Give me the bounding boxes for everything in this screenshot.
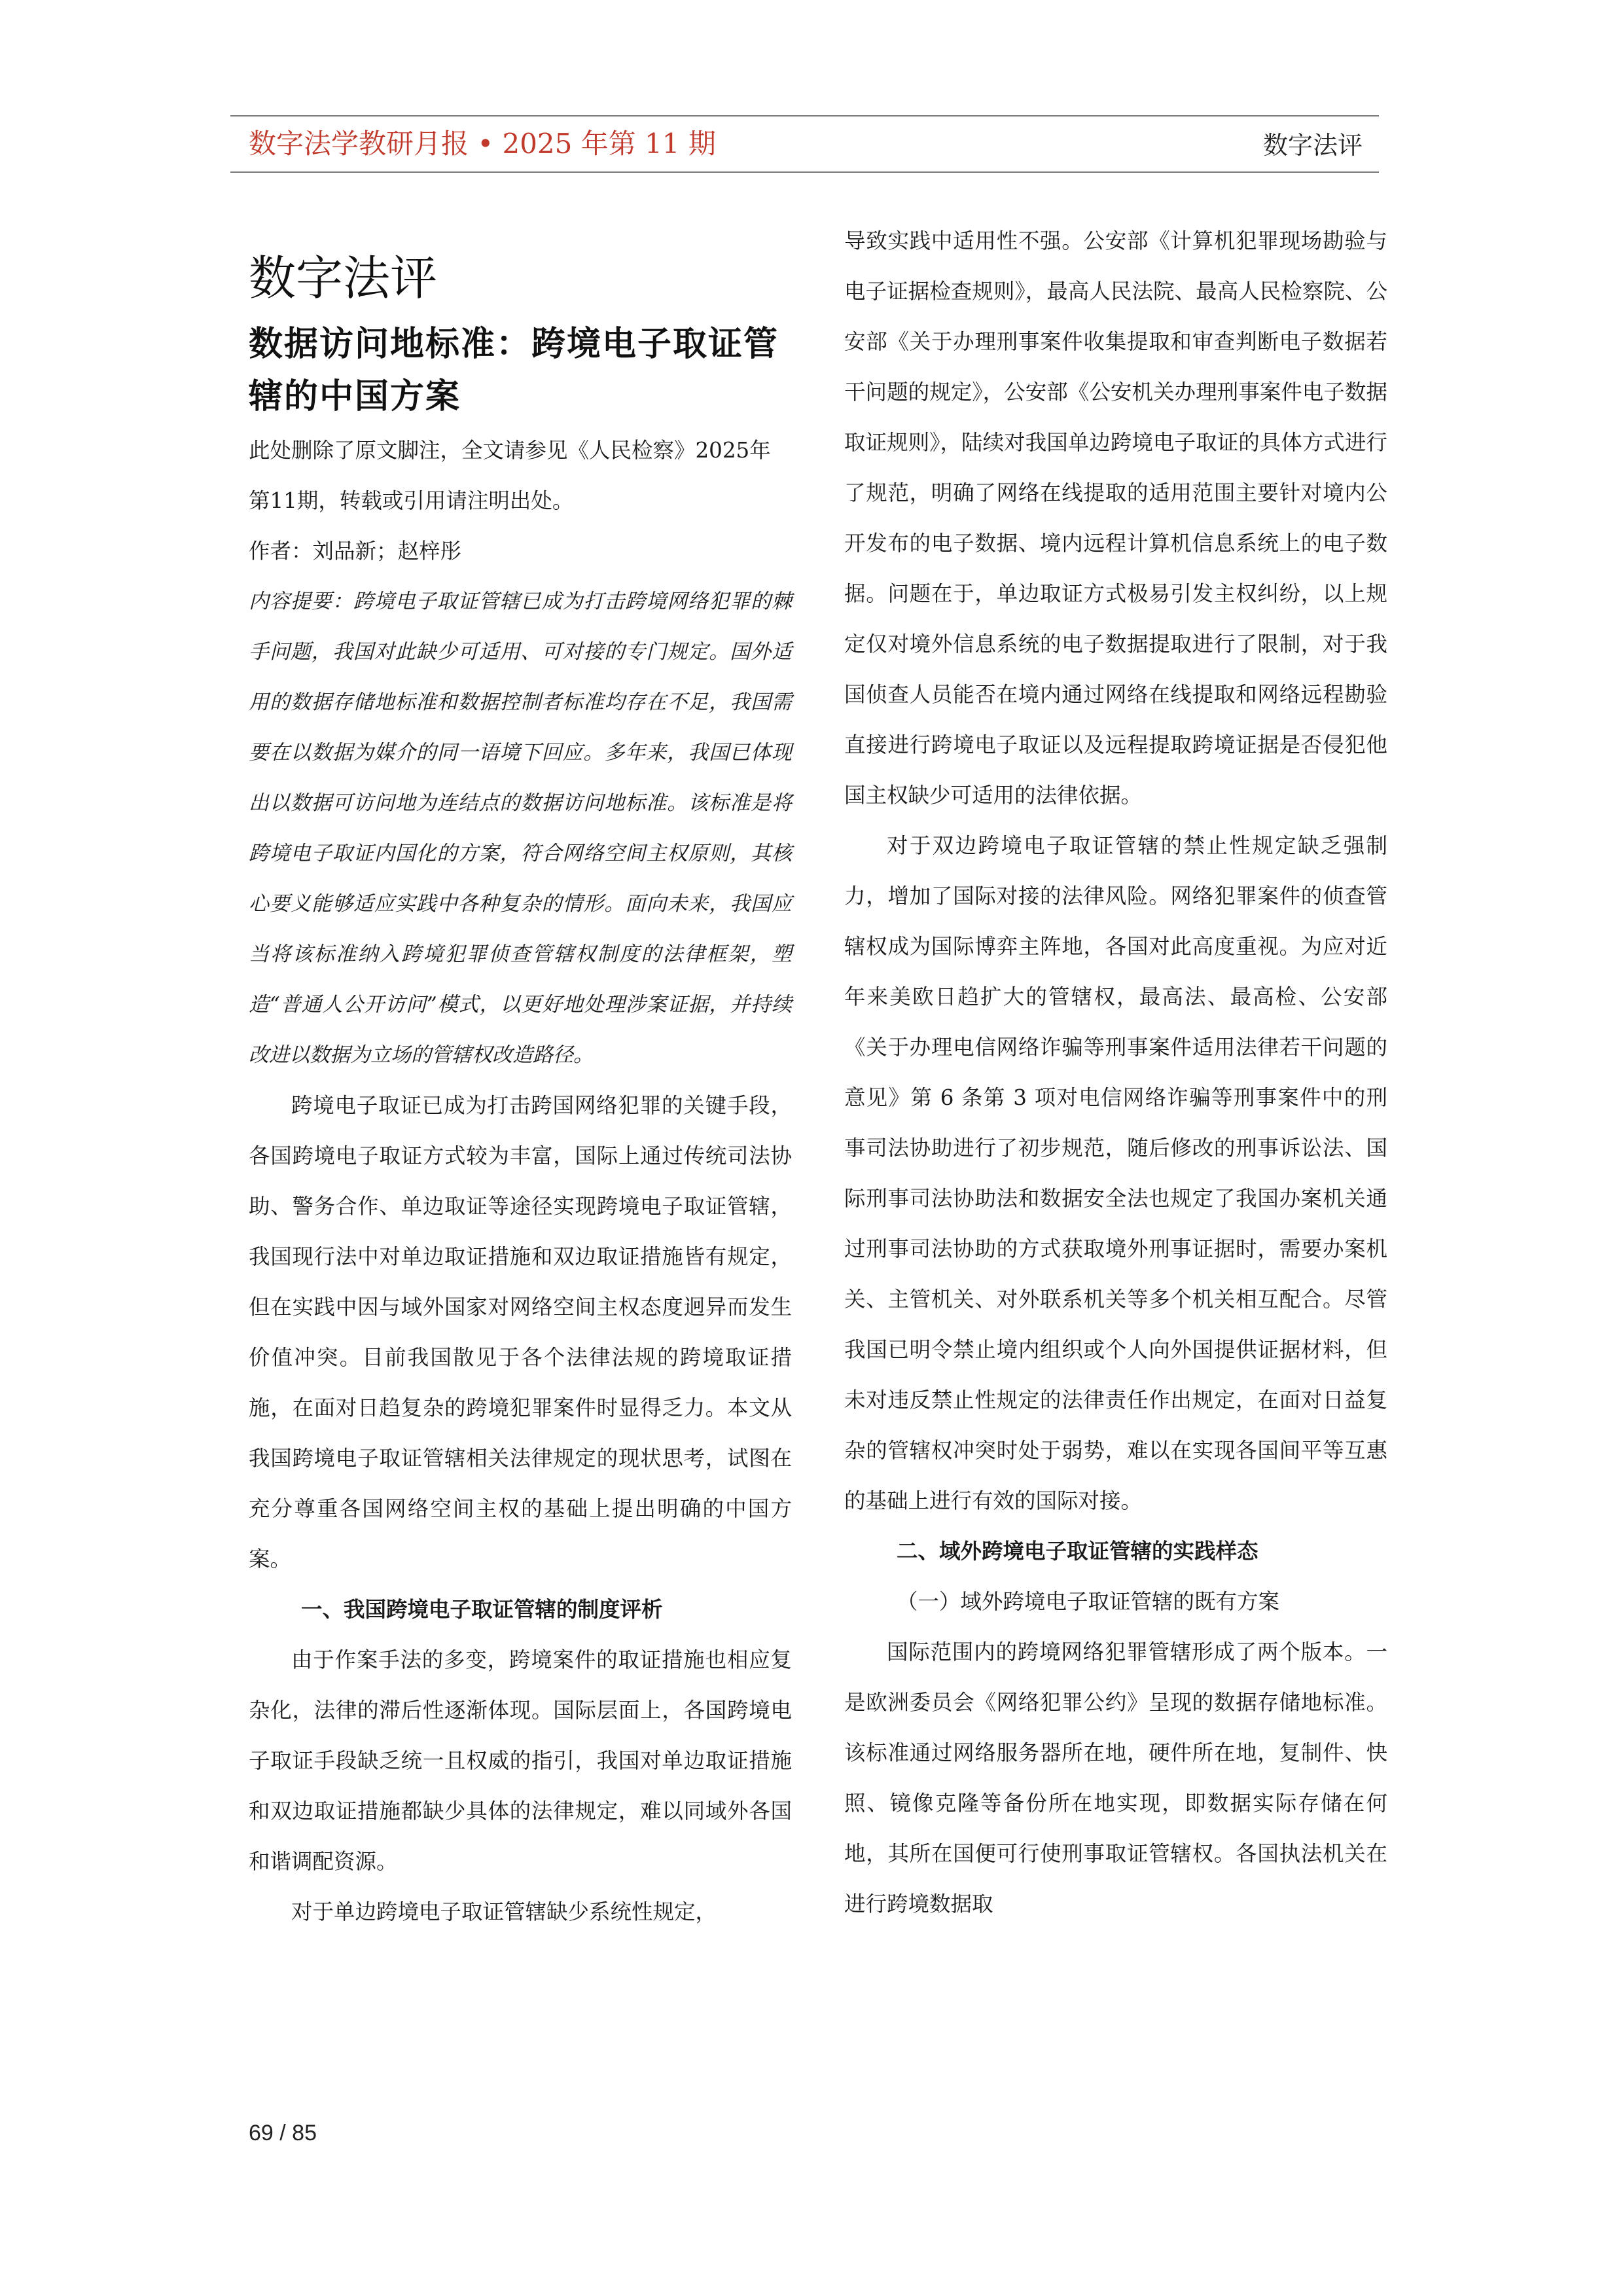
subheading-2-1: （一）域外跨境电子取证管辖的既有方案 [897, 1589, 1280, 1614]
left-column [249, 216, 792, 1937]
section-title: 数字法评 [249, 251, 438, 306]
page-number: 69 / 85 [249, 2121, 317, 2145]
right-column [844, 216, 1387, 1929]
heading-section-2: 二、域外跨境电子取证管辖的实践样态 [897, 1539, 1258, 1564]
paragraph-3: 对于双边跨境电子取证管辖的禁止性规定缺乏强制力，增加了国际对接的法律风险。网络犯罪案件的侦查管辖权成为国际博弈主阵地，各国对此高度重视。为应对近年来美欧日趋扩大的管辖权，最高法、最高检、公安部《关于办理电信网络诈骗等刑事案件适用法律若干问题的意见》第 6 条第 3 项对电信网络诈骗等刑事案件中的刑事司法协助进行了初步规范，随后修改的刑事诉讼法、国际刑事司法协助法和数据安全法也规定了我国办案机关通过刑事司法协助的方式获取境外刑事证据时，需要办案机关、主管机关、对外联系机关等多个机关相互配合。尽管我国已明令禁止境内组织或个人向外国提供证据材料，但未对违反禁止性规定的法律责任作出规定，在面对日益复杂的管辖权冲突时处于弱势，难以在实现各国间平等互惠的基础上进行有效的国际对接。 [844, 833, 1387, 1513]
header-rule-bottom [230, 171, 1379, 173]
intro-paragraph: 跨境电子取证已成为打击跨国网络犯罪的关键手段，各国跨境电子取证方式较为丰富，国际上通过传统司法协助、警务合作、单边取证等途径实现跨境电子取证管辖，我国现行法中对单边取证措施和双边取证措施皆有规定，但在实践中因与域外国家对网络空间主权态度迥异而发生价值冲突。目前我国散见于各个法律法规的跨境取证措施，在面对日趋复杂的跨境犯罪案件时显得乏力。本文从我国跨境电子取证管辖相关法律规定的现状思考，试图在充分尊重各国网络空间主权的基础上提出明确的中国方案。 [249, 1093, 792, 1571]
journal-header: 数字法学教研月报 • 2025 年第 11 期 [249, 128, 716, 160]
authors: 作者：刘品新；赵梓彤 [249, 539, 462, 564]
article-title: 数据访问地标准：跨境电子取证管辖的中国方案 [249, 325, 779, 416]
abstract: 内容提要：跨境电子取证管辖已成为打击跨境网络犯罪的棘手问题，我国对此缺少可适用、可对接的专门规定。国外适用的数据存储地标准和数据控制者标准均存在不足，我国需要在以数据为媒介的同一语境下回应。多年来，我国已体现出以数据可访问地为连结点的数据访问地标准。该标准是将跨境电子取证内国化的方案，符合网络空间主权原则，其核心要义能够适应实践中各种复杂的情形。面向未来，我国应当将该标准纳入跨境犯罪侦查管辖权制度的法律框架，塑造“普通人公开访问”模式，以更好地处理涉案证据，并持续改进以数据为立场的管辖权改造路径。 [249, 590, 792, 1067]
paragraph-2-continued: 导致实践中适用性不强。公安部《计算机犯罪现场勘验与电子证据检查规则》，最高人民法院、最高人民检察院、公安部《关于办理刑事案件收集提取和审查判断电子数据若干问题的规定》，公安部《公安机关办理刑事案件电子数据取证规则》，陆续对我国单边跨境电子取证的具体方式进行了规范，明确了网络在线提取的适用范围主要针对境内公开发布的电子数据、境内远程计算机信息系统上的电子数据。问题在于，单边取证方式极易引发主权纠纷，以上规定仅对境外信息系统的电子数据提取进行了限制，对于我国侦查人员能否在境内通过网络在线提取和网络远程勘验直接进行跨境电子取证以及远程提取跨境证据是否侵犯他国主权缺少可适用的法律依据。 [844, 228, 1387, 808]
header-rule-top [230, 115, 1379, 117]
source-note: 此处删除了原文脚注，全文请参见《人民检察》2025年第11期，转载或引用请注明出处。 [249, 438, 771, 513]
paragraph-2-start: 对于单边跨境电子取证管辖缺少系统性规定， [291, 1899, 717, 1924]
section-header: 数字法评 [1263, 131, 1363, 160]
heading-section-1: 一、我国跨境电子取证管辖的制度评析 [301, 1597, 663, 1622]
paragraph-4: 国际范围内的跨境网络犯罪管辖形成了两个版本。一是欧洲委员会《网络犯罪公约》呈现的数据存储地标准。该标准通过网络服务器所在地，硬件所在地，复制件、快照、镜像克隆等备份所在地实现，即数据实际存储在何地，其所在国便可行使刑事取证管辖权。各国执法机关在进行跨境数据取 [844, 1640, 1387, 1916]
paragraph-1: 由于作案手法的多变，跨境案件的取证措施也相应复杂化，法律的滞后性逐渐体现。国际层面上，各国跨境电子取证手段缺乏统一且权威的指引，我国对单边取证措施和双边取证措施都缺少具体的法律规定，难以同域外各国和谐调配资源。 [249, 1647, 792, 1874]
